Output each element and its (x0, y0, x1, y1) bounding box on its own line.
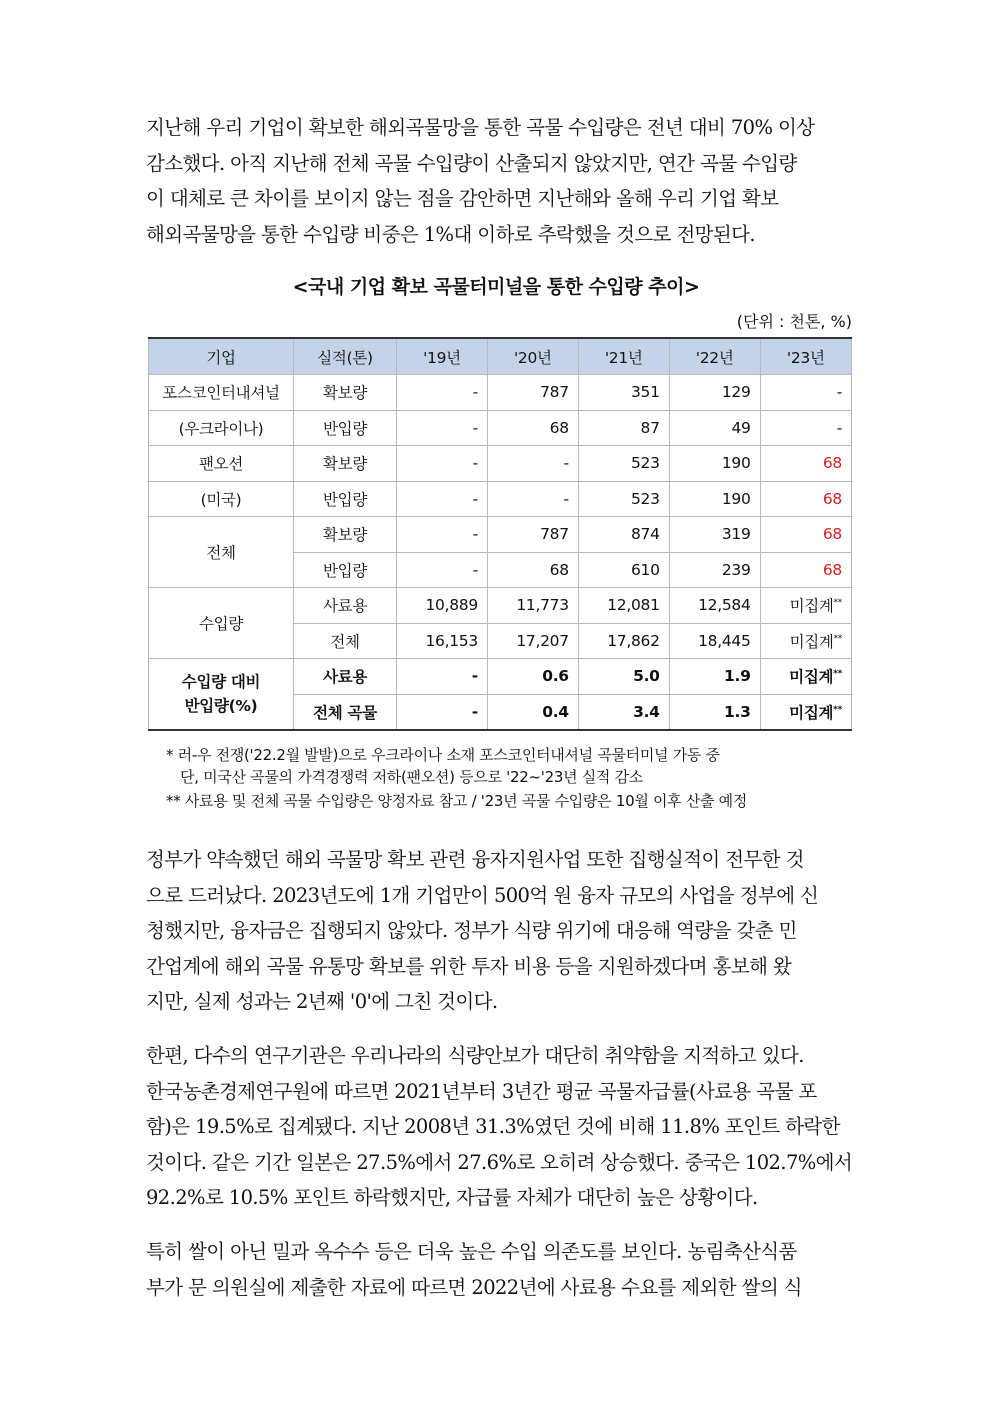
paragraph-line: 이 대체로 큰 차이를 보이지 않는 점을 감안하면 지난해와 올해 우리 기업 확보 (146, 187, 779, 210)
cell-value: 1.3 (669, 694, 760, 730)
table-row (149, 588, 852, 624)
paragraph-line: 지난해 우리 기업이 확보한 해외곡물망을 통한 곡물 수입량은 전년 대비 70% 이상 (146, 116, 815, 139)
cell-value: - (760, 375, 851, 411)
row-group: 수입량 (149, 588, 294, 659)
cell-value: - (397, 446, 488, 482)
cell-value: 68 (487, 552, 578, 588)
cell-value: - (760, 410, 851, 446)
paragraph-line: 한편, 다수의 연구기관은 우리나라의 식량안보가 대단히 취약함을 지적하고 있다. (146, 1044, 804, 1067)
cell-value-highlight: 68 (760, 446, 851, 482)
paragraph-line: 함)은 19.5%로 집계됐다. 지난 2008년 31.3%였던 것에 비해 11.8% 포인트 하락한 (146, 1115, 840, 1138)
cell-value: 523 (578, 481, 669, 517)
footnote-mark: ** (833, 669, 842, 680)
cell-value: 17,207 (487, 623, 578, 659)
table-title: <국내 기업 확보 곡물터미널을 통한 수입량 추이> (292, 276, 700, 298)
cell-value: 0.4 (487, 694, 578, 730)
header-2021: '21년 (578, 338, 669, 375)
footnote-2: ** 사료용 및 전체 곡물 수입량은 양정자료 참고 / '23년 곡물 수입량은 10월 이후 산출 예정 (166, 792, 748, 810)
cell-value: - (397, 694, 488, 730)
row-group-line: 수입량 대비 (181, 673, 261, 691)
cell-value: - (397, 659, 488, 695)
cell-value: 190 (669, 446, 760, 482)
header-type: 실적(톤) (294, 338, 397, 375)
row-type: 반입량 (294, 552, 397, 588)
row-group: 팬오션 (149, 446, 294, 482)
cell-value-highlight: 68 (760, 481, 851, 517)
table-row (149, 481, 852, 517)
cell-value: 351 (578, 375, 669, 411)
paragraph-4 (146, 1234, 856, 1305)
pending-label: 미집계 (789, 597, 834, 616)
footnote-1 (166, 744, 866, 788)
paragraph-line: 것이다. 같은 기간 일본은 27.5%에서 27.6%로 오히려 상승했다. 중국은 102.7%에서 (146, 1150, 853, 1174)
paragraph-line: 청했지만, 융자금은 집행되지 않았다. 정부가 식량 위기에 대응해 역량을 갖춘 민 (146, 919, 797, 942)
row-group: 전체 (149, 517, 294, 588)
row-type: 확보량 (294, 446, 397, 482)
paragraph-line: 92.2%로 10.5% 포인트 하락했지만, 자급률 자체가 대단히 높은 상황이다. (146, 1186, 758, 1209)
row-group: (우크라이나) (149, 410, 294, 446)
header-2019: '19년 (397, 338, 488, 375)
table-row (149, 659, 852, 695)
row-type: 전체 (294, 623, 397, 659)
cell-value: 12,584 (669, 588, 760, 624)
footnote-line: 단, 미국산 곡물의 가격경쟁력 저하(팬오션) 등으로 '22~'23년 실적 감소 (180, 768, 643, 786)
cell-value-highlight: 68 (760, 552, 851, 588)
cell-value: 523 (578, 446, 669, 482)
paragraph-line: 해외곡물망을 통한 수입량 비중은 1%대 이하로 추락했을 것으로 전망된다. (146, 222, 755, 246)
cell-value: 129 (669, 375, 760, 411)
pending-label: 미집계 (789, 632, 834, 651)
cell-value: 16,153 (397, 623, 488, 659)
cell-value: 11,773 (487, 588, 578, 624)
cell-value: 12,081 (578, 588, 669, 624)
table-row (149, 410, 852, 446)
cell-value-pending (760, 588, 851, 624)
paragraph-line: 지만, 실제 성과는 2년째 '0'에 그친 것이다. (146, 990, 498, 1013)
row-type: 사료용 (294, 588, 397, 624)
cell-value: 87 (578, 410, 669, 446)
pending-label: 미집계 (789, 668, 834, 687)
cell-value: 190 (669, 481, 760, 517)
cell-value: 18,445 (669, 623, 760, 659)
cell-value: 787 (487, 375, 578, 411)
cell-value: 1.9 (669, 659, 760, 695)
row-type: 반입량 (294, 481, 397, 517)
row-type: 반입량 (294, 410, 397, 446)
row-group (149, 659, 294, 731)
cell-value: 787 (487, 517, 578, 553)
cell-value: 68 (487, 410, 578, 446)
table-row (149, 446, 852, 482)
cell-value: 3.4 (578, 694, 669, 730)
header-2022: '22년 (669, 338, 760, 375)
cell-value: - (397, 410, 488, 446)
cell-value-pending (760, 694, 851, 730)
header-2020: '20년 (487, 338, 578, 375)
row-type: 확보량 (294, 375, 397, 411)
row-type: 사료용 (294, 659, 397, 695)
paragraph-1 (146, 110, 856, 252)
cell-value: - (487, 481, 578, 517)
table-row (149, 375, 852, 411)
paragraph-2 (146, 842, 856, 1020)
paragraph-line: 정부가 약속했던 해외 곡물망 확보 관련 융자지원사업 또한 집행실적이 전무한 것 (146, 848, 804, 871)
cell-value: - (487, 446, 578, 482)
table-header-row (149, 338, 852, 375)
cell-value: - (397, 552, 488, 588)
paragraph-3 (146, 1038, 856, 1216)
row-type: 확보량 (294, 517, 397, 553)
paragraph-line: 특히 쌀이 아닌 밀과 옥수수 등은 더욱 높은 수입 의존도를 보인다. 농림축산식품 (146, 1240, 797, 1263)
cell-value: 874 (578, 517, 669, 553)
paragraph-line: 한국농촌경제연구원에 따르면 2021년부터 3년간 평균 곡물자급률(사료용 곡물 포 (146, 1079, 817, 1103)
cell-value-pending (760, 659, 851, 695)
cell-value: 49 (669, 410, 760, 446)
cell-value: 17,862 (578, 623, 669, 659)
pending-label: 미집계 (789, 703, 834, 722)
cell-value-pending (760, 623, 851, 659)
paragraph-line: 감소했다. 아직 지난해 전체 곡물 수입량이 산출되지 않았지만, 연간 곡물 수입량 (146, 151, 797, 175)
cell-value: 0.6 (487, 659, 578, 695)
paragraph-line: 으로 드러났다. 2023년도에 1개 기업만이 500억 원 융자 규모의 사업을 정부에 신 (146, 883, 819, 907)
footnote-mark: ** (833, 633, 842, 644)
row-type: 전체 곡물 (294, 694, 397, 730)
cell-value: 319 (669, 517, 760, 553)
cell-value: 10,889 (397, 588, 488, 624)
cell-value: - (397, 375, 488, 411)
cell-value: 5.0 (578, 659, 669, 695)
cell-value: - (397, 517, 488, 553)
table-row (149, 517, 852, 553)
row-group: 포스코인터내셔널 (149, 375, 294, 411)
footnote-mark: ** (833, 704, 842, 715)
paragraph-line: 부가 문 의원실에 제출한 자료에 따르면 2022년에 사료용 수요를 제외한 쌀의 식 (146, 1275, 802, 1299)
cell-value: - (397, 481, 488, 517)
cell-value-highlight: 68 (760, 517, 851, 553)
paragraph-line: 간업계에 해외 곡물 유통망 확보를 위한 투자 비용 등을 지원하겠다며 홍보해 왔 (146, 954, 792, 978)
row-group-line: 반입량(%) (184, 697, 258, 715)
footnote-mark: ** (833, 598, 842, 609)
cell-value: 239 (669, 552, 760, 588)
table-unit: (단위 : 천톤, %) (736, 312, 852, 331)
header-2023: '23년 (760, 338, 851, 375)
header-company: 기업 (149, 338, 294, 375)
import-volume-table (148, 337, 852, 731)
row-group: (미국) (149, 481, 294, 517)
cell-value: 610 (578, 552, 669, 588)
footnote-line: * 러-우 전쟁('22.2월 발발)으로 우크라이나 소재 포스코인터내셔널 곡물터미널 가동 중 (166, 746, 720, 764)
